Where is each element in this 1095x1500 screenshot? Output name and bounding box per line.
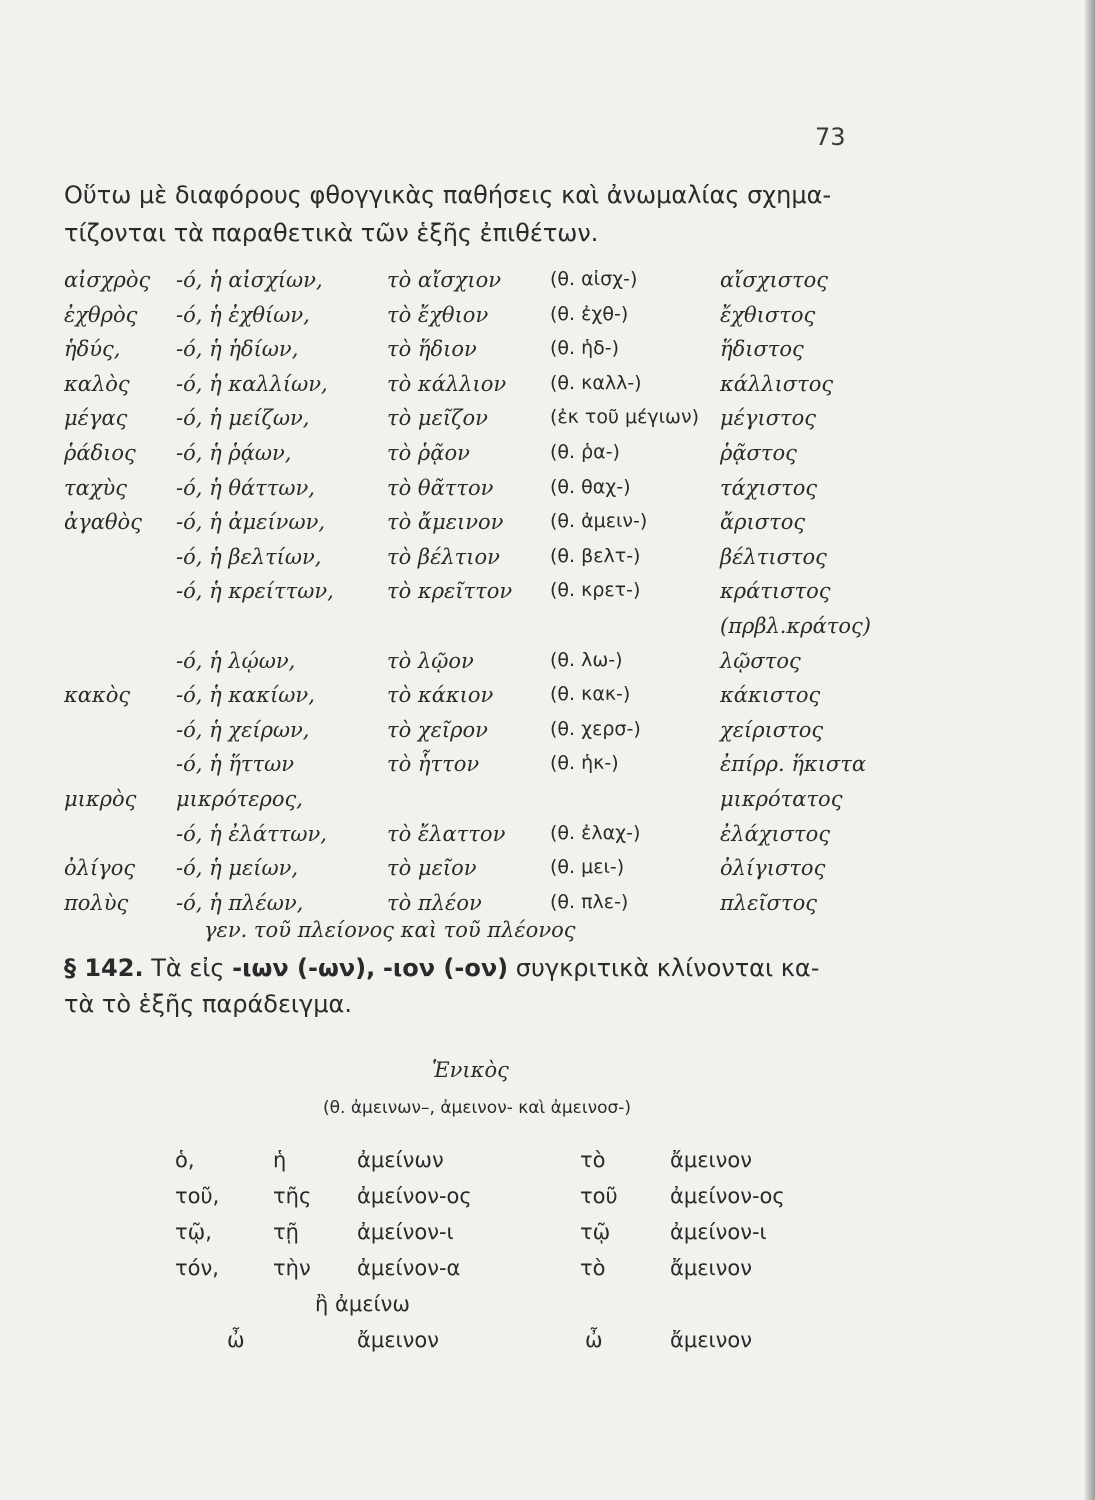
article-fem: τῇ (273, 1220, 299, 1244)
comparative-masc-fem: -ό, ἡ θάττων, (176, 475, 315, 500)
intro-line-1: Οὕτω μὲ διαφόρους φθογγικὰς παθήσεις καὶ ἀνωμαλίας σχημα- (64, 181, 832, 209)
superlative-form: χείριστος (720, 717, 824, 742)
paradigm-stems: (θ. ἀμεινων–, ἀμεινον- καὶ ἀμεινοσ-) (323, 1098, 632, 1118)
superlative-form: ἔχθιστος (720, 302, 816, 327)
comparative-masc-fem: -ό, ἡ καλλίων, (176, 371, 328, 396)
comparative-neuter: τὸ θᾶττον (387, 475, 494, 500)
comparative-neuter: τὸ πλέον (387, 890, 482, 915)
vocative-form: ἄμεινον (357, 1328, 439, 1352)
form-masc-fem: ἀμείνον-ος (357, 1184, 472, 1208)
intro-line-2: τίζονται τὰ παραθετικὰ τῶν ἑξῆς ἐπιθέτων. (64, 219, 599, 247)
superlative-form: βέλτιστος (720, 544, 827, 569)
form-neut: ἀμείνον-ος (670, 1184, 785, 1208)
positive-form: ῥάδιος (64, 440, 136, 465)
comparative-neuter: τὸ κάλλιον (387, 371, 507, 396)
comparative-masc-fem: -ό, ἡ κακίων, (176, 683, 315, 708)
stem-note: (θ. αἰσχ-) (550, 268, 638, 290)
article-fem: ἡ (273, 1148, 287, 1172)
comparative-masc-fem: -ό, ἡ βελτίων, (176, 544, 322, 569)
stem-note: (θ. θαχ-) (550, 475, 631, 498)
stem-note: (θ. πλε-) (550, 890, 629, 913)
superlative-form: ἐπίρρ. ἥκιστα (720, 752, 867, 777)
comparative-masc-fem: -ό, ἡ χείρων, (176, 717, 310, 742)
stem-note: (θ. χερσ-) (550, 717, 641, 740)
comparative-neuter: τὸ ῥᾷον (387, 440, 470, 465)
stem-note: (θ. κρετ-) (550, 579, 641, 602)
section-ending-1: -ιων (-ων), (232, 954, 376, 982)
stem-note: (θ. ἡδ-) (550, 337, 620, 360)
genitive-note: γεν. τοῦ πλείονος καὶ τοῦ πλέονος (204, 918, 576, 942)
positive-form: κακὸς (64, 683, 131, 708)
comparative-masc-fem: -ό, ἡ αἰσχίων, (176, 268, 323, 292)
article-masc: τῷ, (175, 1220, 212, 1244)
form-masc-fem: ἀμείνον-α (357, 1256, 461, 1280)
comparative-masc-fem: -ό, ἡ λῴων, (176, 648, 296, 673)
intro-paragraph (64, 176, 894, 252)
superlative-form: (πρβλ.κράτος) (720, 613, 871, 638)
comparative-masc-fem: -ό, ἡ μείζων, (176, 406, 310, 431)
form-neut: ἀμείνον-ι (670, 1220, 767, 1244)
positive-form: ἡδύς, (64, 337, 121, 362)
superlative-form: μικρότατος (720, 786, 843, 811)
comparative-masc-fem: -ό, ἡ ἐχθίων, (176, 302, 310, 327)
comparative-neuter: τὸ λῷον (387, 648, 474, 673)
article-masc: ὁ, (175, 1148, 195, 1172)
stem-note: (θ. μει-) (550, 856, 625, 879)
positive-form: πολὺς (64, 890, 129, 915)
section-line-2: τὰ τὸ ἑξῆς παράδειγμα. (64, 990, 352, 1018)
article-neut: τὸ (580, 1148, 606, 1172)
positive-form: μέγας (64, 406, 128, 431)
positive-form: ἀγαθὸς (64, 510, 142, 535)
section-142 (64, 950, 894, 1022)
comparative-neuter: τὸ ἧττον (387, 752, 480, 777)
comparative-neuter: τὸ μεῖον (387, 856, 477, 881)
comparative-masc-fem: -ό, ἡ μείων, (176, 856, 299, 881)
article-fem: τῆς (273, 1184, 312, 1208)
article-neut: τοῦ (580, 1184, 618, 1208)
form-neut: ἄμεινον (670, 1256, 752, 1280)
page-edge (1085, 0, 1095, 1500)
superlative-form: κάκιστος (720, 683, 821, 708)
superlative-form: μέγιστος (720, 406, 817, 431)
page-number: 73 (815, 123, 846, 151)
section-number: § 142. (64, 954, 144, 982)
section-ending-2: -ιον (-ον) (382, 954, 509, 982)
comparative-neuter: τὸ βέλτιον (387, 544, 500, 569)
comparative-masc-fem: -ό, ἡ κρείττων, (176, 579, 334, 604)
vocative-particle: ὦ (227, 1328, 245, 1352)
comparative-masc-fem: -ό, ἡ ἡδίων, (176, 337, 299, 362)
positive-form: αἰσχρὸς (64, 268, 151, 292)
comparative-masc-fem: -ό, ἡ ῥᾴων, (176, 440, 292, 465)
comparative-masc-fem: -ό, ἡ πλέων, (176, 890, 304, 915)
comparative-neuter: τὸ κρεῖττον (387, 579, 513, 604)
comparative-neuter: τὸ κάκιον (387, 683, 494, 708)
comparative-neuter: τὸ ἥδιον (387, 337, 477, 362)
comparative-neuter: τὸ χεῖρον (387, 717, 488, 742)
form-masc-fem: ἀμείνον-ι (357, 1220, 454, 1244)
stem-note: (θ. ἡκ-) (550, 752, 619, 775)
positive-form: ὀλίγος (64, 856, 136, 881)
article-neut: τῷ (580, 1220, 611, 1244)
comparative-masc-fem: -ό, ἡ ἐλάττων, (176, 821, 327, 846)
superlative-form: ἥδιστος (720, 337, 804, 362)
comparative-neuter: τὸ αἴσχιον (387, 268, 502, 292)
superlative-form: ῥᾷστος (720, 440, 797, 465)
superlative-form: κάλλιστος (720, 371, 834, 396)
comparative-masc-fem: -ό, ἡ ἀμείνων, (176, 510, 326, 535)
stem-note: (θ. λω-) (550, 648, 623, 671)
stem-note: (ἐκ τοῦ μέγιων) (550, 406, 699, 429)
section-text-2: συγκριτικὰ κλίνονται κα- (515, 954, 820, 982)
article-fem: τὴν (273, 1256, 311, 1280)
stem-note: (θ. ἐχθ-) (550, 302, 629, 325)
form-masc-fem: ἀμείνων (357, 1148, 444, 1172)
positive-form: ταχὺς (64, 475, 128, 500)
superlative-form: ἐλάχιστος (720, 821, 831, 846)
section-text-1: Τὰ εἰς (151, 954, 225, 982)
comparative-neuter: τὸ ἄμεινον (387, 510, 504, 535)
stem-note: (θ. βελτ-) (550, 544, 641, 567)
comparative-neuter: τὸ ἔχθιον (387, 302, 489, 327)
positive-form: ἐχθρὸς (64, 302, 138, 327)
superlative-form: κράτιστος (720, 579, 831, 604)
positive-form: καλὸς (64, 371, 130, 396)
positive-form: μικρὸς (64, 786, 137, 811)
article-neut: τὸ (580, 1256, 606, 1280)
comparative-masc-fem: -ό, ἡ ἥττων (176, 752, 295, 777)
article-masc: τόν, (175, 1256, 219, 1280)
stem-note: (θ. κακ-) (550, 683, 631, 706)
superlative-form: αἴσχιστος (720, 268, 829, 292)
comparative-neuter: τὸ ἔλαττον (387, 821, 506, 846)
superlative-form: πλεῖστος (720, 890, 817, 915)
vocative-form-neut: ἄμεινον (670, 1328, 752, 1352)
paradigm-title: Ἑνικὸς (432, 1058, 509, 1082)
alt-form: ἢ ἀμείνω (315, 1292, 410, 1316)
comparative-masc-fem: μικρότερος, (176, 786, 303, 811)
superlative-form: ὀλίγιστος (720, 856, 826, 881)
form-neut: ἄμεινον (670, 1148, 752, 1172)
stem-note: (θ. ῥα-) (550, 440, 620, 463)
stem-note: (θ. ἐλαχ-) (550, 821, 641, 844)
stem-note: (θ. καλλ-) (550, 371, 642, 394)
comparative-neuter: τὸ μεῖζον (387, 406, 488, 431)
stem-note: (θ. ἀμειν-) (550, 510, 648, 533)
article-masc: τοῦ, (175, 1184, 220, 1208)
superlative-form: ἄριστος (720, 510, 806, 535)
superlative-form: λῷστος (720, 648, 801, 673)
superlative-form: τάχιστος (720, 475, 818, 500)
vocative-particle-neut: ὦ (585, 1328, 603, 1352)
